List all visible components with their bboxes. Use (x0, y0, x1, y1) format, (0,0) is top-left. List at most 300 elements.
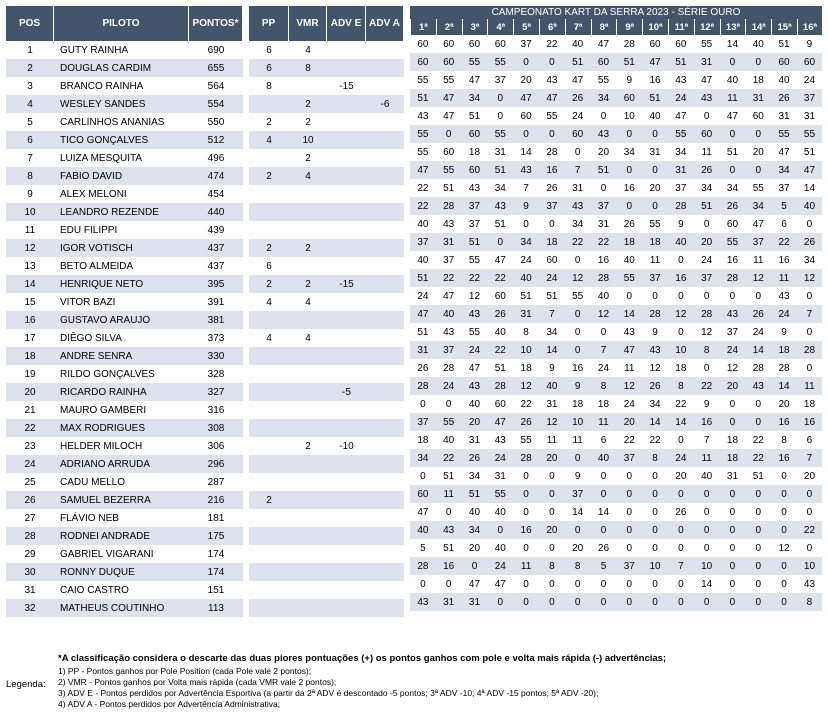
race-row (410, 539, 822, 557)
race-result-cell: 60 (487, 287, 513, 305)
race-result-cell: 0 (720, 485, 746, 503)
pp-cell: 6 (249, 257, 289, 275)
race-result-cell: 24 (745, 323, 771, 341)
race-row (410, 323, 822, 341)
race-result-cell: 22 (487, 269, 513, 287)
race-result-cell: 0 (539, 53, 565, 71)
race-result-cell: 43 (410, 593, 436, 611)
race-result-cell: 60 (436, 143, 462, 161)
race-result-cell: 43 (797, 575, 822, 593)
race-result-cell: 0 (487, 89, 513, 107)
race-result-cell: 31 (410, 341, 436, 359)
position-cell: 17 (6, 329, 54, 347)
pp-cell: 8 (249, 77, 289, 95)
race-result-cell: 16 (436, 557, 462, 575)
bonus-row (249, 41, 404, 59)
table-row (6, 41, 243, 59)
race-result-cell: 55 (591, 71, 617, 89)
race-result-cell: 16 (668, 269, 694, 287)
adv-a-cell (366, 149, 404, 167)
race-result-cell: 43 (642, 341, 668, 359)
table-row (6, 257, 243, 275)
race-result-cell: 0 (591, 593, 617, 611)
pp-cell (249, 437, 289, 455)
race-result-cell: 43 (462, 377, 488, 395)
adv-e-cell (327, 599, 366, 617)
race-result-cell: 0 (745, 575, 771, 593)
race-result-cell: 8 (513, 323, 539, 341)
race-result-cell: 47 (487, 251, 513, 269)
points-cell: 216 (189, 491, 243, 509)
race-result-cell: 47 (668, 107, 694, 125)
driver-name-cell: CADU MELLO (54, 473, 189, 491)
position-cell: 21 (6, 401, 54, 419)
race-result-cell: 20 (745, 143, 771, 161)
race-result-cell: 0 (642, 197, 668, 215)
race-result-cell: 31 (487, 467, 513, 485)
race-result-cell: 18 (539, 233, 565, 251)
race-result-cell: 55 (539, 107, 565, 125)
race-result-cell: 11 (771, 269, 797, 287)
race-result-cell: 51 (771, 35, 797, 53)
race-result-cell: 6 (771, 215, 797, 233)
race-result-cell: 60 (771, 53, 797, 71)
standings-body (6, 41, 243, 617)
driver-name-cell: TICO GONÇALVES (54, 131, 189, 149)
race-result-cell: 40 (694, 467, 720, 485)
race-result-cell: 26 (668, 503, 694, 521)
pp-cell (249, 347, 289, 365)
race-result-cell: 18 (771, 341, 797, 359)
race-result-cell: 22 (591, 233, 617, 251)
race-result-cell: 0 (539, 215, 565, 233)
race-result-cell: 37 (642, 269, 668, 287)
bonus-row (249, 113, 404, 131)
points-cell: 395 (189, 275, 243, 293)
race-result-cell: 22 (410, 179, 436, 197)
race-result-cell: 12 (771, 539, 797, 557)
race-result-cell: 16 (591, 251, 617, 269)
race-row (410, 485, 822, 503)
table-row (6, 203, 243, 221)
bonus-row (249, 437, 404, 455)
race-result-cell: 20 (771, 395, 797, 413)
race-result-cell: 31 (642, 143, 668, 161)
race-result-cell: 0 (539, 539, 565, 557)
position-cell: 10 (6, 203, 54, 221)
adv-a-cell (366, 473, 404, 491)
race-result-cell: 47 (487, 575, 513, 593)
adv-a-cell (366, 221, 404, 239)
position-cell: 8 (6, 167, 54, 185)
race-result-cell: 43 (720, 305, 746, 323)
bonus-row (249, 581, 404, 599)
race-result-cell: 37 (462, 197, 488, 215)
race-result-cell: 0 (720, 521, 746, 539)
race-result-cell: 22 (410, 197, 436, 215)
adv-e-cell (327, 509, 366, 527)
race-result-cell: 0 (616, 161, 642, 179)
race-result-cell: 18 (642, 233, 668, 251)
race-result-cell: 20 (539, 449, 565, 467)
race-result-cell: 0 (565, 449, 591, 467)
race-result-cell: 11 (694, 449, 720, 467)
adv-a-cell (366, 347, 404, 365)
race-result-cell: 22 (745, 431, 771, 449)
race-result-cell: 16 (771, 251, 797, 269)
bonus-row (249, 365, 404, 383)
bonus-row (249, 563, 404, 581)
race-result-cell: 8 (642, 449, 668, 467)
adv-a-cell (366, 437, 404, 455)
adv-a-cell (366, 41, 404, 59)
pp-cell (249, 563, 289, 581)
race-result-cell: 60 (462, 125, 488, 143)
race-result-cell: 0 (591, 467, 617, 485)
position-cell: 22 (6, 419, 54, 437)
driver-name-cell: RILDO GONÇALVES (54, 365, 189, 383)
race-results-body (410, 35, 822, 611)
driver-name-cell: DIÊGO SILVA (54, 329, 189, 347)
pp-cell (249, 545, 289, 563)
race-result-cell: 0 (616, 197, 642, 215)
race-result-cell: 8 (591, 377, 617, 395)
points-cell: 175 (189, 527, 243, 545)
race-result-cell: 60 (668, 35, 694, 53)
points-cell: 550 (189, 113, 243, 131)
race-result-cell: 43 (668, 71, 694, 89)
race-result-cell: 34 (642, 395, 668, 413)
race-result-cell: 0 (642, 467, 668, 485)
points-cell: 308 (189, 419, 243, 437)
adv-e-cell (327, 365, 366, 383)
race-result-cell: 0 (616, 125, 642, 143)
race-result-cell: 40 (565, 35, 591, 53)
race-result-cell: 55 (410, 125, 436, 143)
race-result-cell: 43 (616, 323, 642, 341)
race-result-cell: 0 (720, 161, 746, 179)
race-result-cell: 60 (436, 35, 462, 53)
bonus-body (249, 41, 404, 617)
vmr-cell (289, 203, 327, 221)
race-result-cell: 8 (771, 431, 797, 449)
race-result-cell: 8 (565, 557, 591, 575)
points-cell: 306 (189, 437, 243, 455)
race-result-cell: 55 (410, 71, 436, 89)
race-result-cell: 51 (410, 89, 436, 107)
race-result-cell: 9 (539, 359, 565, 377)
pp-cell: 2 (249, 491, 289, 509)
race-result-cell: 20 (462, 413, 488, 431)
adv-a-cell (366, 509, 404, 527)
race-result-cell: 0 (745, 593, 771, 611)
race-result-cell: 22 (539, 35, 565, 53)
race-header-5: 5ª (513, 19, 539, 35)
race-result-cell: 34 (771, 161, 797, 179)
race-result-cell: 31 (462, 431, 488, 449)
points-cell: 151 (189, 581, 243, 599)
race-result-cell: 22 (462, 269, 488, 287)
race-row (410, 395, 822, 413)
race-result-cell: 26 (745, 305, 771, 323)
race-result-cell: 14 (694, 575, 720, 593)
race-result-cell: 37 (487, 71, 513, 89)
race-result-cell: 26 (513, 413, 539, 431)
race-result-cell: 60 (487, 35, 513, 53)
race-result-cell: 0 (513, 503, 539, 521)
race-result-cell: 37 (410, 413, 436, 431)
points-cell: 554 (189, 95, 243, 113)
vmr-cell: 2 (289, 437, 327, 455)
pp-cell: 2 (249, 239, 289, 257)
race-result-cell: 0 (410, 575, 436, 593)
race-result-cell: 0 (668, 431, 694, 449)
vmr-cell (289, 599, 327, 617)
race-result-cell: 47 (487, 413, 513, 431)
race-result-cell: 51 (462, 233, 488, 251)
table-row (6, 167, 243, 185)
pp-header: PP (249, 6, 289, 41)
race-result-cell: 60 (436, 53, 462, 71)
pp-cell: 6 (249, 59, 289, 77)
race-result-cell: 16 (797, 413, 822, 431)
race-result-cell: 47 (462, 575, 488, 593)
race-result-cell: 51 (487, 359, 513, 377)
adv-a-cell: -6 (366, 95, 404, 113)
vmr-cell: 2 (289, 95, 327, 113)
race-result-cell: 0 (513, 467, 539, 485)
driver-name-cell: MAX RODRIGUES (54, 419, 189, 437)
race-result-cell: 51 (462, 485, 488, 503)
race-result-cell: 0 (797, 323, 822, 341)
pp-cell (249, 527, 289, 545)
driver-name-cell: ANDRE SENRA (54, 347, 189, 365)
race-result-cell: 34 (410, 449, 436, 467)
vmr-cell: 4 (289, 41, 327, 59)
race-result-cell: 51 (487, 161, 513, 179)
adv-a-cell (366, 167, 404, 185)
pp-cell (249, 203, 289, 221)
race-result-cell: 14 (771, 377, 797, 395)
adv-a-cell (366, 293, 404, 311)
race-result-cell: 18 (797, 395, 822, 413)
race-result-cell: 9 (668, 215, 694, 233)
position-cell: 13 (6, 257, 54, 275)
vmr-cell (289, 527, 327, 545)
race-result-cell: 14 (539, 341, 565, 359)
race-result-cell: 0 (616, 575, 642, 593)
vmr-cell: 4 (289, 167, 327, 185)
race-result-cell: 9 (771, 323, 797, 341)
race-result-cell: 26 (410, 359, 436, 377)
points-cell: 174 (189, 545, 243, 563)
race-result-cell: 9 (565, 467, 591, 485)
race-result-cell: 22 (616, 431, 642, 449)
position-cell: 14 (6, 275, 54, 293)
bonus-row (249, 455, 404, 473)
adv-e-cell: -15 (327, 77, 366, 95)
pp-cell (249, 509, 289, 527)
race-result-cell: 28 (410, 377, 436, 395)
race-result-cell: 24 (539, 269, 565, 287)
race-result-cell: 47 (797, 161, 822, 179)
race-result-cell: 47 (642, 53, 668, 71)
race-result-cell: 55 (513, 431, 539, 449)
vmr-cell (289, 221, 327, 239)
race-result-cell: 0 (694, 593, 720, 611)
adv-e-cell (327, 185, 366, 203)
race-result-cell: 40 (591, 449, 617, 467)
race-result-cell: 0 (642, 287, 668, 305)
race-result-cell: 0 (410, 395, 436, 413)
race-result-cell: 47 (694, 71, 720, 89)
race-result-cell: 0 (720, 539, 746, 557)
race-result-cell: 60 (539, 251, 565, 269)
race-result-cell: 16 (539, 161, 565, 179)
table-row (6, 563, 243, 581)
race-result-cell: 7 (797, 305, 822, 323)
race-result-cell: 26 (591, 539, 617, 557)
points-cell: 690 (189, 41, 243, 59)
race-result-cell: 60 (410, 53, 436, 71)
race-result-cell: 55 (771, 125, 797, 143)
race-result-cell: 0 (668, 251, 694, 269)
race-result-cell: 24 (771, 305, 797, 323)
table-row (6, 545, 243, 563)
race-result-cell: 26 (539, 179, 565, 197)
table-row (6, 509, 243, 527)
race-result-cell: 60 (642, 35, 668, 53)
race-result-cell: 9 (513, 197, 539, 215)
position-cell: 4 (6, 95, 54, 113)
race-result-cell: 55 (642, 215, 668, 233)
race-result-cell: 60 (797, 53, 822, 71)
driver-name-cell: ALEX MELONI (54, 185, 189, 203)
vmr-cell (289, 347, 327, 365)
race-result-cell: 28 (513, 449, 539, 467)
race-result-cell: 0 (436, 395, 462, 413)
race-result-cell: 18 (410, 431, 436, 449)
race-result-cell: 47 (616, 341, 642, 359)
table-row (6, 491, 243, 509)
race-result-cell: 0 (668, 485, 694, 503)
race-result-cell: 0 (720, 395, 746, 413)
points-cell: 316 (189, 401, 243, 419)
adv-a-cell (366, 77, 404, 95)
race-result-cell: 28 (720, 269, 746, 287)
race-result-cell: 0 (487, 107, 513, 125)
driver-name-cell: GUTY RAINHA (54, 41, 189, 59)
race-result-cell: 31 (436, 233, 462, 251)
race-result-cell: 26 (487, 305, 513, 323)
race-result-cell: 31 (513, 305, 539, 323)
race-result-cell: 51 (410, 323, 436, 341)
pp-cell (249, 401, 289, 419)
adv-e-cell (327, 113, 366, 131)
race-result-cell: 34 (745, 197, 771, 215)
bonus-row (249, 473, 404, 491)
race-result-cell: 0 (694, 287, 720, 305)
points-cell: 287 (189, 473, 243, 491)
race-result-cell: 37 (694, 269, 720, 287)
race-result-cell: 24 (565, 107, 591, 125)
bonus-row (249, 329, 404, 347)
race-result-cell: 26 (771, 89, 797, 107)
race-result-cell: 20 (565, 539, 591, 557)
race-result-cell: 0 (616, 539, 642, 557)
race-result-cell: 0 (745, 485, 771, 503)
adv-e-cell (327, 203, 366, 221)
race-result-cell: 0 (565, 323, 591, 341)
adv-a-cell (366, 113, 404, 131)
vmr-cell: 10 (289, 131, 327, 149)
adv-a-cell (366, 599, 404, 617)
driver-name-cell: DOUGLAS CARDIM (54, 59, 189, 77)
race-result-cell: 0 (591, 575, 617, 593)
adv-e-cell (327, 563, 366, 581)
race-result-cell: 0 (694, 503, 720, 521)
points-cell: 440 (189, 203, 243, 221)
race-row (410, 359, 822, 377)
race-result-cell: 0 (745, 287, 771, 305)
race-result-cell: 40 (487, 323, 513, 341)
race-result-cell: 60 (513, 107, 539, 125)
race-result-cell: 0 (616, 521, 642, 539)
race-result-cell: 0 (771, 521, 797, 539)
race-result-cell: 51 (797, 143, 822, 161)
race-result-cell: 43 (462, 179, 488, 197)
race-header-7: 7ª (565, 19, 591, 35)
vmr-cell: 8 (289, 59, 327, 77)
driver-name-cell: MATHEUS COUTINHO (54, 599, 189, 617)
race-result-cell: 60 (487, 395, 513, 413)
race-row (410, 179, 822, 197)
points-cell: 512 (189, 131, 243, 149)
pp-cell: 2 (249, 167, 289, 185)
race-header-2: 2ª (436, 19, 462, 35)
race-row (410, 35, 822, 53)
race-result-cell: 0 (487, 521, 513, 539)
race-result-cell: 8 (797, 593, 822, 611)
race-result-cell: 51 (436, 467, 462, 485)
position-cell: 20 (6, 383, 54, 401)
classification-note: *A classificação considera o descarte das duas piores pontuações (+) os pontos ganhos com pole e volta mais rápida (-) advertências; (58, 653, 667, 664)
adv-a-cell (366, 59, 404, 77)
bonus-row (249, 167, 404, 185)
race-result-cell: 0 (513, 575, 539, 593)
race-row (410, 269, 822, 287)
adv-e-cell: -5 (327, 383, 366, 401)
race-result-cell: 40 (539, 377, 565, 395)
vmr-cell (289, 383, 327, 401)
race-result-cell: 18 (462, 143, 488, 161)
adv-e-cell: -10 (327, 437, 366, 455)
adv-a-cell (366, 491, 404, 509)
race-result-cell: 0 (797, 359, 822, 377)
race-result-cell: 26 (797, 233, 822, 251)
race-result-cell: 37 (462, 215, 488, 233)
points-cell: 496 (189, 149, 243, 167)
race-result-cell: 51 (436, 539, 462, 557)
race-result-cell: 7 (694, 431, 720, 449)
pp-cell (249, 599, 289, 617)
race-result-cell: 0 (487, 593, 513, 611)
race-result-cell: 12 (539, 413, 565, 431)
adv-e-cell (327, 581, 366, 599)
bonus-row (249, 293, 404, 311)
race-result-cell: 0 (487, 233, 513, 251)
vmr-cell: 2 (289, 239, 327, 257)
